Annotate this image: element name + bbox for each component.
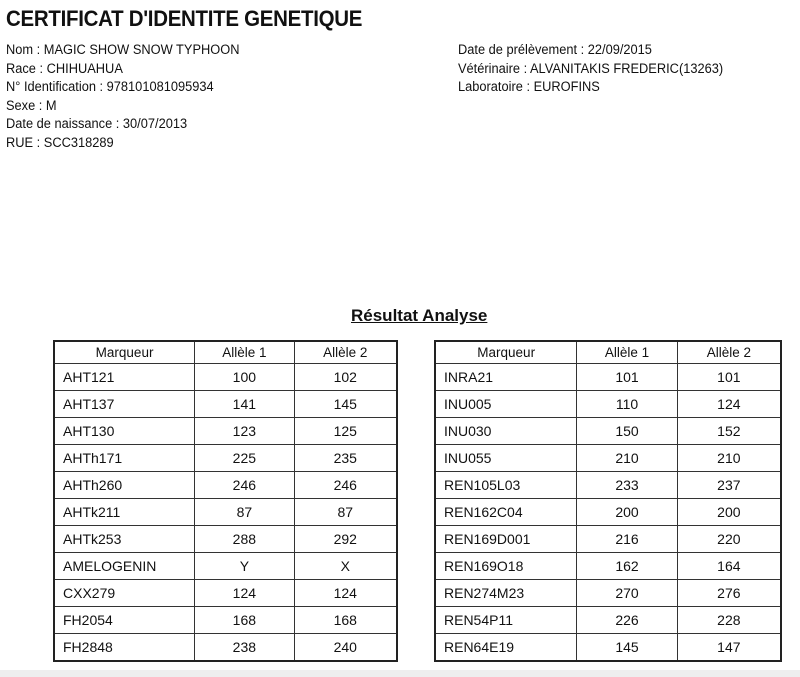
table-row bbox=[54, 526, 397, 553]
header-marker: Marqueur bbox=[435, 341, 577, 364]
cell-allele-1: 246 bbox=[195, 472, 294, 499]
cell-allele-2: 237 bbox=[677, 472, 781, 499]
identification-field: N° Identification : 978101081095934 bbox=[6, 79, 214, 94]
cell-allele-1: 226 bbox=[577, 607, 677, 634]
table-row bbox=[54, 580, 397, 607]
cell-allele-2: 292 bbox=[294, 526, 397, 553]
cell-allele-1: 100 bbox=[195, 364, 294, 391]
birth-date-field: Date de naissance : 30/07/2013 bbox=[6, 116, 188, 131]
laboratory-field: Laboratoire : EUROFINS bbox=[458, 79, 600, 94]
cell-allele-1: 87 bbox=[195, 499, 294, 526]
header-row bbox=[435, 341, 781, 364]
cell-allele-1: 233 bbox=[577, 472, 677, 499]
cell-allele-1: 145 bbox=[577, 634, 677, 662]
animal-info bbox=[6, 41, 239, 152]
cell-allele-2: 276 bbox=[677, 580, 781, 607]
table-row bbox=[435, 445, 781, 472]
cell-marker: REN162C04 bbox=[435, 499, 577, 526]
cell-marker: FH2848 bbox=[54, 634, 195, 662]
cell-allele-1: 270 bbox=[577, 580, 677, 607]
cell-allele-1: 288 bbox=[195, 526, 294, 553]
cell-marker: AHTk253 bbox=[54, 526, 195, 553]
cell-marker: AHT130 bbox=[54, 418, 195, 445]
cell-marker: REN169O18 bbox=[435, 553, 577, 580]
cell-allele-2: 145 bbox=[294, 391, 397, 418]
cell-allele-2: 168 bbox=[294, 607, 397, 634]
sex-field: Sexe : M bbox=[6, 97, 57, 113]
cell-allele-2: 200 bbox=[677, 499, 781, 526]
cell-allele-1: 210 bbox=[577, 445, 677, 472]
table-row bbox=[435, 499, 781, 526]
cell-allele-1: 225 bbox=[195, 445, 294, 472]
cell-allele-1: 110 bbox=[577, 391, 677, 418]
header-allele-1: Allèle 1 bbox=[195, 341, 294, 364]
table-row bbox=[435, 364, 781, 391]
cell-marker: REN64E19 bbox=[435, 634, 577, 662]
cell-marker: INU005 bbox=[435, 391, 577, 418]
sample-info bbox=[458, 41, 723, 97]
cell-marker: AHTh260 bbox=[54, 472, 195, 499]
cell-marker: AHT121 bbox=[54, 364, 195, 391]
table-row bbox=[435, 580, 781, 607]
cell-allele-2: 124 bbox=[294, 580, 397, 607]
rue-field: RUE : SCC318289 bbox=[6, 134, 114, 150]
sample-date-field: Date de prélèvement : 22/09/2015 bbox=[458, 42, 652, 57]
table-row bbox=[435, 634, 781, 662]
page-edge bbox=[0, 670, 800, 677]
table-row bbox=[54, 391, 397, 418]
cell-allele-2: 102 bbox=[294, 364, 397, 391]
table-row bbox=[435, 418, 781, 445]
cell-allele-2: 228 bbox=[677, 607, 781, 634]
section-title: Résultat Analyse bbox=[351, 306, 488, 325]
header-allele-1: Allèle 1 bbox=[577, 341, 677, 364]
cell-marker: REN105L03 bbox=[435, 472, 577, 499]
cell-marker: CXX279 bbox=[54, 580, 195, 607]
table-row bbox=[435, 553, 781, 580]
cell-allele-1: 150 bbox=[577, 418, 677, 445]
cell-allele-2: 101 bbox=[677, 364, 781, 391]
table-row bbox=[54, 418, 397, 445]
cell-marker: AHTk211 bbox=[54, 499, 195, 526]
table-row bbox=[54, 364, 397, 391]
cell-marker: AHT137 bbox=[54, 391, 195, 418]
cell-allele-2: 210 bbox=[677, 445, 781, 472]
cell-allele-2: 164 bbox=[677, 553, 781, 580]
cell-allele-2: 220 bbox=[677, 526, 781, 553]
cell-allele-2: 235 bbox=[294, 445, 397, 472]
cell-allele-1: Y bbox=[195, 553, 294, 580]
header-allele-2: Allèle 2 bbox=[677, 341, 781, 364]
cell-allele-2: 147 bbox=[677, 634, 781, 662]
table-row bbox=[435, 607, 781, 634]
cell-allele-1: 200 bbox=[577, 499, 677, 526]
cell-allele-1: 123 bbox=[195, 418, 294, 445]
cell-allele-1: 216 bbox=[577, 526, 677, 553]
cell-marker: INRA21 bbox=[435, 364, 577, 391]
table-row bbox=[54, 499, 397, 526]
certificate-title: CERTIFICAT D'IDENTITE GENETIQUE bbox=[6, 6, 363, 31]
cell-marker: FH2054 bbox=[54, 607, 195, 634]
cell-allele-2: 246 bbox=[294, 472, 397, 499]
cell-allele-2: 125 bbox=[294, 418, 397, 445]
name-field: Nom : MAGIC SHOW SNOW TYPHOON bbox=[6, 42, 240, 57]
table-row bbox=[54, 472, 397, 499]
table-row bbox=[54, 445, 397, 472]
cell-marker: INU030 bbox=[435, 418, 577, 445]
table-row bbox=[435, 472, 781, 499]
breed-field: Race : CHIHUAHUA bbox=[6, 60, 123, 76]
cell-allele-1: 124 bbox=[195, 580, 294, 607]
cell-allele-1: 162 bbox=[577, 553, 677, 580]
veterinarian-field: Vétérinaire : ALVANITAKIS FREDERIC(13263) bbox=[458, 60, 724, 76]
cell-marker: REN169D001 bbox=[435, 526, 577, 553]
cell-allele-1: 238 bbox=[195, 634, 294, 662]
table-row bbox=[54, 607, 397, 634]
header-row bbox=[54, 341, 397, 364]
cell-allele-1: 168 bbox=[195, 607, 294, 634]
results-table-right bbox=[434, 340, 782, 662]
table-row bbox=[54, 553, 397, 580]
table-row bbox=[435, 526, 781, 553]
cell-marker: AMELOGENIN bbox=[54, 553, 195, 580]
cell-allele-1: 141 bbox=[195, 391, 294, 418]
table-row bbox=[54, 634, 397, 662]
header-marker: Marqueur bbox=[54, 341, 195, 364]
cell-marker: REN54P11 bbox=[435, 607, 577, 634]
header-allele-2: Allèle 2 bbox=[294, 341, 397, 364]
cell-marker: INU055 bbox=[435, 445, 577, 472]
results-table-left bbox=[53, 340, 398, 662]
cell-allele-1: 101 bbox=[577, 364, 677, 391]
table-row bbox=[435, 391, 781, 418]
cell-allele-2: 87 bbox=[294, 499, 397, 526]
cell-marker: REN274M23 bbox=[435, 580, 577, 607]
cell-marker: AHTh171 bbox=[54, 445, 195, 472]
cell-allele-2: 152 bbox=[677, 418, 781, 445]
cell-allele-2: 240 bbox=[294, 634, 397, 662]
cell-allele-2: 124 bbox=[677, 391, 781, 418]
cell-allele-2: X bbox=[294, 553, 397, 580]
